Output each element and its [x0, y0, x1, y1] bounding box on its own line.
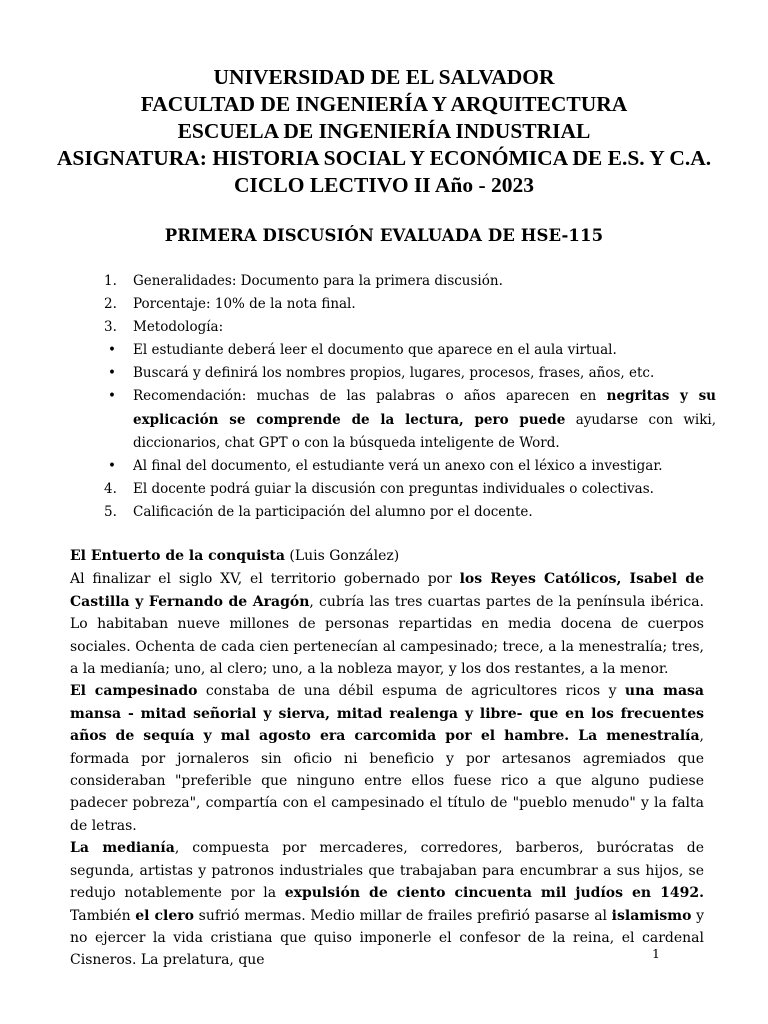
- bullet-icon: •: [108, 457, 116, 474]
- page-number: 1: [652, 946, 660, 961]
- bullet-item: [104, 362, 716, 385]
- bold-phrase: negritas y su explicación se comprende de la lectura, pero puede: [133, 388, 716, 428]
- paragraph-text: sufrió mermas. Medio millar de frailes prefirió pasarse al: [194, 907, 612, 924]
- header-cycle: CICLO LECTIVO II Año - 2023: [233, 173, 535, 197]
- paragraph-text: Al finalizar el siglo XV, el territorio gobernado por: [70, 571, 460, 588]
- bold-phrase: La medianía: [70, 840, 175, 857]
- list-item: [104, 316, 716, 339]
- bold-phrase: los Reyes Católicos, Isabel de Castilla y Fernando de Aragón: [70, 571, 704, 610]
- bullet-item: [104, 455, 716, 478]
- article-body: [70, 545, 704, 972]
- bullet-icon: •: [108, 365, 116, 382]
- bullet-item: [104, 385, 716, 454]
- header-school: ESCUELA DE INGENIERÍA INDUSTRIAL: [177, 119, 591, 143]
- list-item-text: Porcentaje: 10% de la nota final.: [133, 296, 356, 313]
- list-item: [104, 501, 716, 524]
- bold-phrase: expulsión de ciento cincuenta mil judíos en 1492.: [284, 885, 704, 902]
- list-item: [104, 478, 716, 501]
- bold-phrase: una masa mansa - mitad señorial y sierva, mitad realenga y libre- que en los frecuentes años de sequía y mal agosto era carcomida por el hambre. La menestralía: [70, 683, 704, 745]
- bold-phrase: el clero: [135, 907, 194, 924]
- bullet-icon: •: [108, 342, 116, 359]
- bullet-item-text: El estudiante deberá leer el documento que aparece en el aula virtual.: [133, 342, 617, 359]
- bullet-item-text: Al final del documento, el estudiante verá un anexo con el léxico a investigar.: [133, 457, 663, 474]
- bullet-icon: •: [108, 388, 116, 405]
- article-title: El Entuerto de la conquista: [70, 548, 285, 564]
- paragraph-text: constaba de una débil espuma de agricultores ricos y: [197, 683, 625, 700]
- paragraph: [70, 837, 704, 971]
- article-author: (Luis González): [284, 548, 400, 564]
- header-course: ASIGNATURA: HISTORIA SOCIAL Y ECONÓMICA DE E.S. Y C.A.: [56, 146, 712, 170]
- paragraph-text: También: [70, 907, 136, 924]
- list-item: [104, 293, 716, 316]
- paragraph-text: y no ejercer la vida cristiana que quiso imponerle el confesor de la reina, el cardenal Cisneros. La prelatura, que: [70, 907, 704, 969]
- paragraph: [70, 568, 704, 680]
- list-number: 5.: [104, 503, 117, 520]
- bold-phrase: El campesinado: [70, 683, 198, 700]
- header-faculty: FACULTAD DE INGENIERÍA Y ARQUITECTURA: [140, 92, 628, 116]
- list-item: [104, 270, 716, 293]
- list-number: 1.: [104, 273, 117, 289]
- paragraph: [70, 680, 704, 837]
- list-item-text: Metodología:: [133, 319, 224, 336]
- article-heading: [70, 545, 704, 567]
- instructions-list: [104, 270, 716, 524]
- header-university: UNIVERSIDAD DE EL SALVADOR: [213, 65, 555, 89]
- institution-header: [0, 64, 768, 199]
- paragraph-text: , formada por jornaleros sin oficio ni beneficio y por artesanos agremiados que consideraban "preferible que ninguno entre ellos fuese rico a que alguno pudiese padecer pobreza", compartía con el campesinado el título de "pueblo menudo" y la falta de letras.: [70, 728, 704, 834]
- bullet-item: [104, 339, 716, 362]
- paragraph-text: , compuesta por mercaderes, corredores, barberos, burócratas de segunda, artistas y patronos industriales que trabajaban para encumbrar a sus hijos, se redujo notablemente por la: [70, 840, 705, 902]
- document-title: PRIMERA DISCUSIÓN EVALUADA DE HSE-115: [164, 226, 604, 245]
- list-number: 4.: [104, 480, 117, 497]
- bullet-item-text: Recomendación: muchas de las palabras o años aparecen en: [133, 388, 607, 405]
- list-item-text: Generalidades: Documento para la primera discusión.: [133, 273, 503, 289]
- list-item-text: Calificación de la participación del alumno por el docente.: [133, 503, 533, 520]
- bold-phrase: islamismo: [611, 907, 692, 924]
- list-item-text: El docente podrá guiar la discusión con preguntas individuales o colectivas.: [133, 480, 654, 497]
- bullet-item-text: Buscará y definirá los nombres propios, lugares, procesos, frases, años, etc.: [133, 365, 655, 382]
- list-number: 2.: [104, 296, 117, 313]
- paragraph-text: , cubría las tres cuartas partes de la península ibérica. Lo habitaban nueve millones de personas repartidas en media docena de cuerpos sociales. Ochenta de cada cien pertenecían al campesinado; trece, a la menestralía; tres, a la medianía; uno, al clero; uno, a la nobleza mayor, y los dos restantes, a la menor.: [70, 593, 705, 678]
- list-number: 3.: [104, 319, 117, 336]
- bullet-item-text: ayudarse con wiki, diccionarios, chat GPT o con la búsqueda inteligente de Word.: [133, 411, 716, 451]
